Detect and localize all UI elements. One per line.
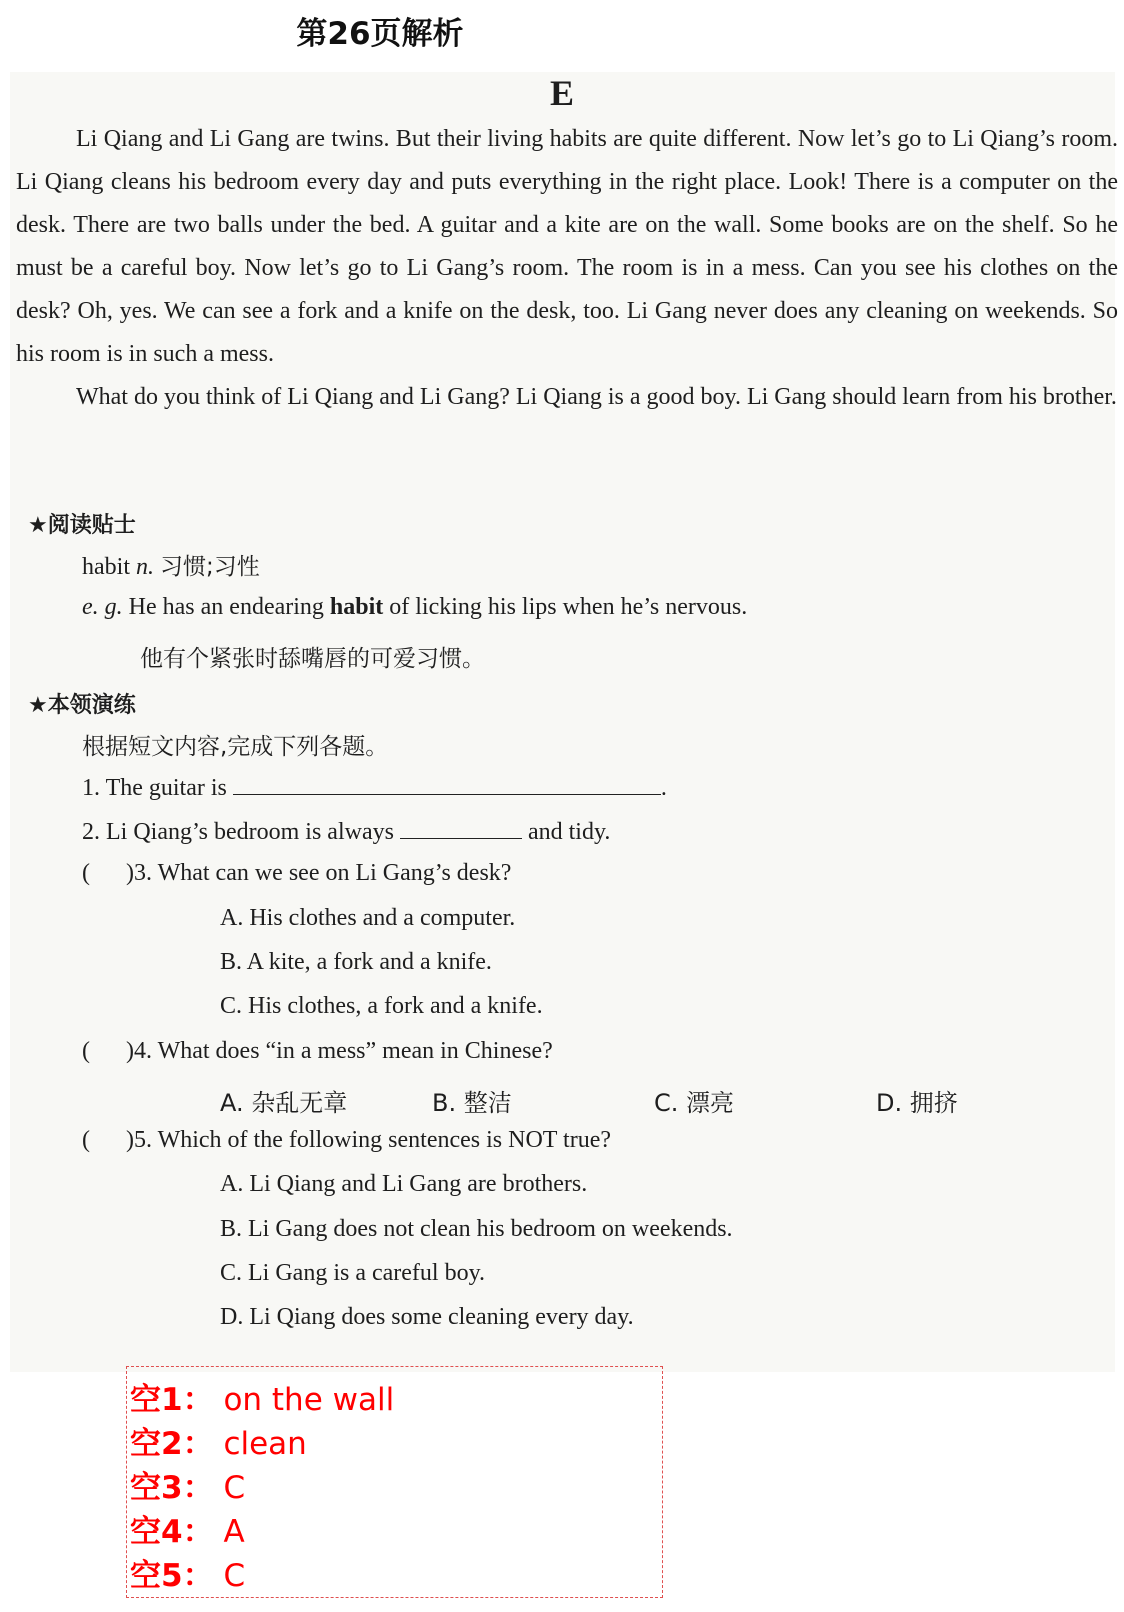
answer-5 xyxy=(130,1550,245,1595)
answer-2 xyxy=(130,1418,307,1463)
answer-3-value: C xyxy=(223,1470,246,1506)
q3-option-a: A. His clothes and a computer. xyxy=(220,905,516,931)
answer-5-value: C xyxy=(223,1558,246,1594)
q2-number: 2. xyxy=(82,819,100,845)
passage-paragraph-1: Li Qiang and Li Gang are twins. But their living habits are quite different. Now let’s go to Li Qiang’s room. Li Qiang cleans his bedroom every day and puts everything in the right place. Look! There is a computer on the desk. There are two balls under the bed. A guitar and a kite are on the wall. Some books are on the shelf. So he must be a careful boy. Now let’s go to Li Gang’s room. The room is in a mess. Can you see his clothes on the desk? Oh, yes. We can see a fork and a knife on the desk, too. Li Gang never does any cleaning on weekends. So his room is in such a mess. xyxy=(16,126,1118,367)
answer-1-label: 空1： xyxy=(130,1382,214,1418)
example-translation: 他有个紧张时舔嘴唇的可爱习惯。 xyxy=(140,646,485,672)
answer-4-label: 空4： xyxy=(130,1514,214,1550)
q4-option-a: A. 杂乱无章 xyxy=(220,1089,348,1117)
answer-2-label: 空2： xyxy=(130,1426,214,1462)
q4-option-b: B. 整洁 xyxy=(432,1089,512,1117)
reading-passage xyxy=(16,118,1118,419)
tips-heading: ★阅读贴士 xyxy=(28,513,136,538)
section-letter: E xyxy=(549,73,574,113)
q2-blank xyxy=(400,816,522,839)
q1-end: . xyxy=(660,775,667,801)
q5-option-b: B. Li Gang does not clean his bedroom on weekends. xyxy=(220,1216,733,1242)
q4-option-c: C. 漂亮 xyxy=(654,1089,735,1117)
q4-answer-paren: ( ) xyxy=(82,1038,134,1064)
example-before: He has an endearing xyxy=(128,594,324,620)
q5-number: 5. xyxy=(133,1127,152,1153)
answer-2-value: clean xyxy=(223,1426,307,1462)
q3-option-b: B. A kite, a fork and a knife. xyxy=(220,949,492,975)
answer-3-label: 空3： xyxy=(130,1470,214,1506)
q3-option-c: C. His clothes, a fork and a knife. xyxy=(220,993,543,1019)
q5-option-a: A. Li Qiang and Li Gang are brothers. xyxy=(220,1171,588,1197)
example-label: e. g. xyxy=(82,594,123,620)
q3-text: What can we see on Li Gang’s desk? xyxy=(157,860,512,886)
question-3 xyxy=(82,860,511,887)
vocab-pos: n. xyxy=(136,554,154,580)
question-5 xyxy=(82,1127,611,1154)
question-4 xyxy=(82,1038,553,1065)
passage-paragraph-2: What do you think of Li Qiang and Li Gang? Li Qiang is a good boy. Li Gang should learn from his brother. xyxy=(76,384,1117,410)
q3-number: 3. xyxy=(133,860,152,886)
q5-option-d: D. Li Qiang does some cleaning every day. xyxy=(220,1304,634,1330)
answer-1-value: on the wall xyxy=(223,1382,395,1418)
vocab-meaning: 习惯;习性 xyxy=(160,554,260,580)
answer-5-label: 空5： xyxy=(130,1558,214,1594)
answer-1 xyxy=(130,1374,394,1419)
q4-text: What does “in a mess” mean in Chinese? xyxy=(157,1038,553,1064)
practice-heading: ★本领演练 xyxy=(28,693,136,718)
question-1 xyxy=(82,772,667,802)
page-title: 第26页解析 xyxy=(296,16,464,52)
example-after: of licking his lips when he’s nervous. xyxy=(389,594,748,620)
question-2 xyxy=(82,816,610,846)
q5-option-c: C. Li Gang is a careful boy. xyxy=(220,1260,486,1286)
practice-instruction: 根据短文内容,完成下列各题。 xyxy=(82,734,389,760)
vocab-word: habit xyxy=(82,554,130,580)
q3-answer-paren: ( ) xyxy=(82,860,134,886)
q1-text: The guitar is xyxy=(105,775,227,801)
q2-end: and tidy. xyxy=(527,819,611,845)
q5-text: Which of the following sentences is NOT true? xyxy=(157,1127,611,1153)
example-sentence xyxy=(82,594,747,621)
answer-4-value: A xyxy=(223,1514,245,1550)
answer-3 xyxy=(130,1462,245,1507)
q2-text: Li Qiang’s bedroom is always xyxy=(106,819,394,845)
answer-4 xyxy=(130,1506,245,1551)
q5-answer-paren: ( ) xyxy=(82,1127,134,1153)
q4-option-d: D. 拥挤 xyxy=(876,1089,958,1117)
example-keyword: habit xyxy=(329,594,384,620)
vocab-line xyxy=(82,548,260,581)
q4-number: 4. xyxy=(133,1038,152,1064)
q1-blank xyxy=(233,772,661,795)
q1-number: 1. xyxy=(82,775,100,801)
